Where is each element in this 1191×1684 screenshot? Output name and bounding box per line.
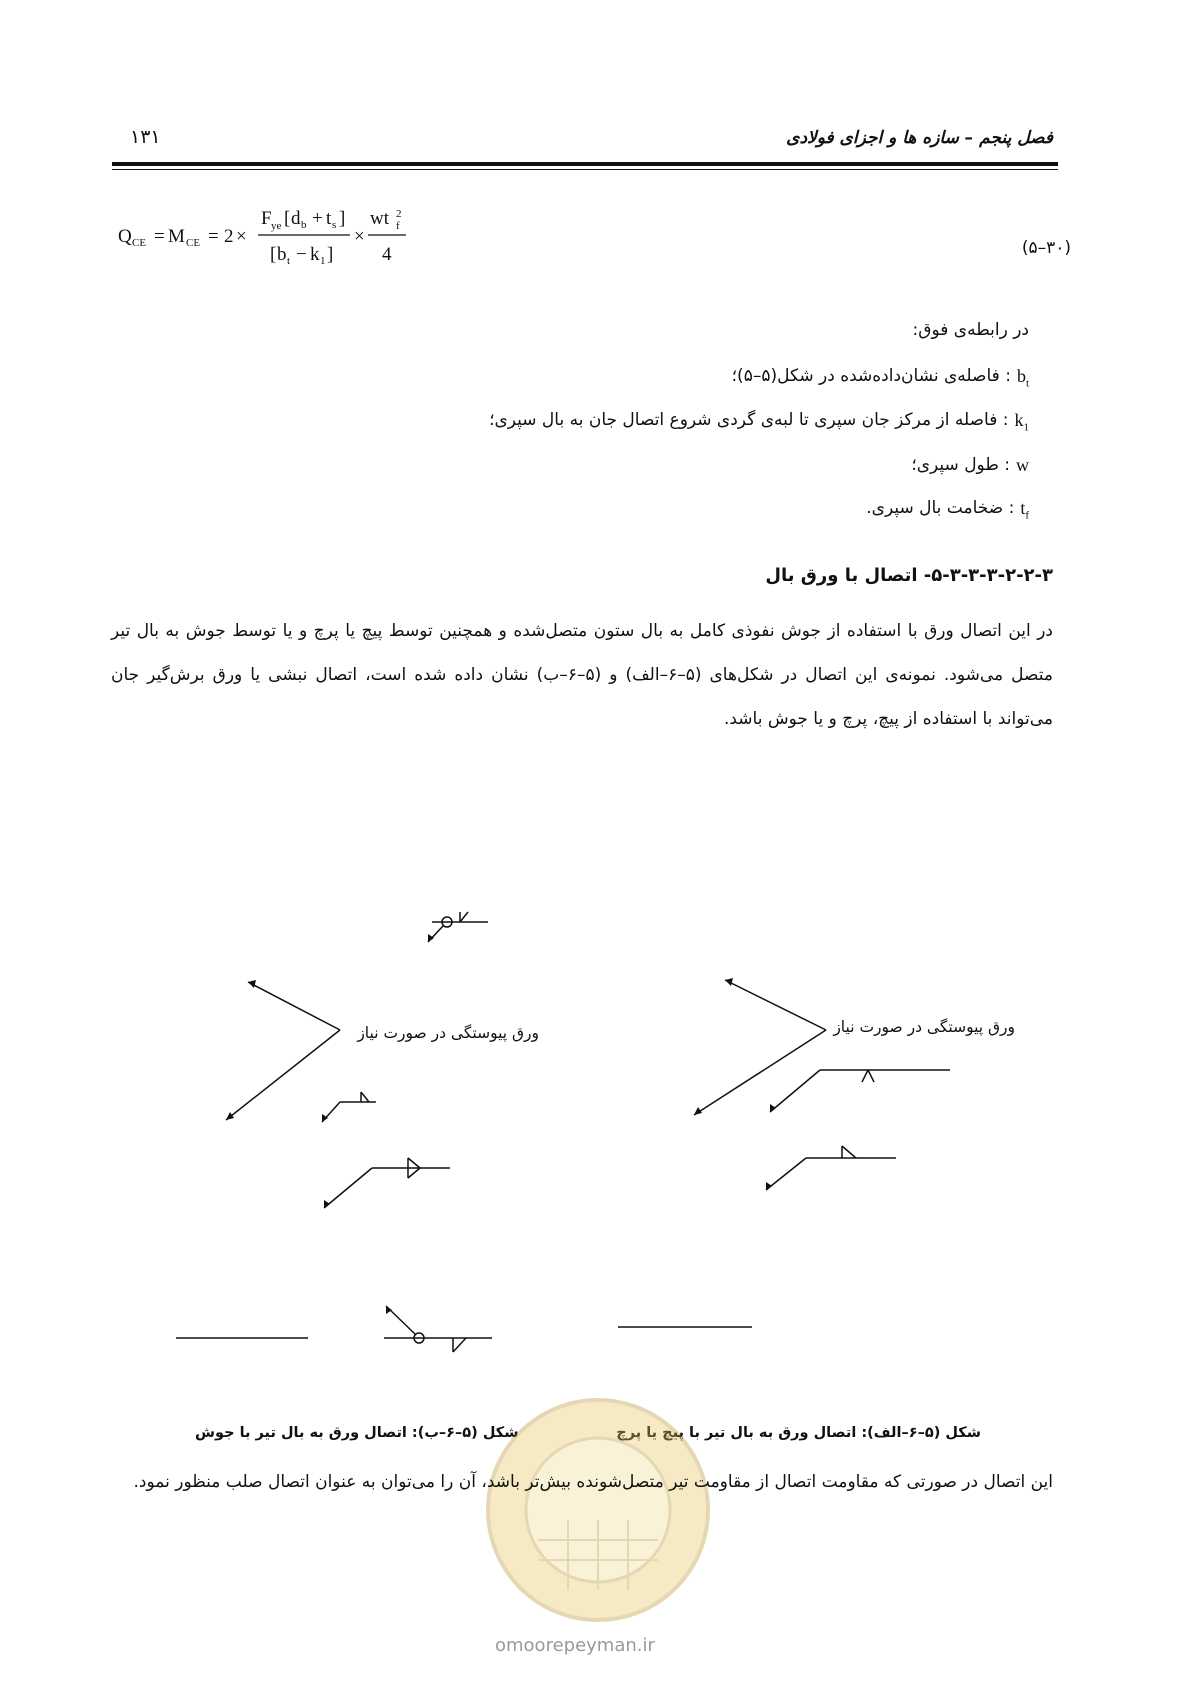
closing-paragraph: این اتصال در صورتی که مقاومت اتصال از مقاومت تیر متصل‌شونده بیش‌تر باشد، آن را می‌توان به عنوان اتصال صلب منظور نمود.: [133, 1472, 1053, 1492]
svg-text:b: b: [301, 219, 307, 231]
svg-text:=: =: [208, 226, 219, 247]
figure-caption-b: شکل (۵–۶–ب): اتصال ورق به بال تیر با جوش: [195, 1425, 519, 1441]
definition-text: : فاصله‌ی نشان‌داده‌شده در شکل(۵–۵)؛: [731, 366, 1011, 386]
svg-text:CE: CE: [132, 237, 147, 249]
continuity-plate-note-right: ورق پیوستگی در صورت نیاز: [833, 1018, 1015, 1036]
svg-text:f: f: [396, 220, 400, 232]
svg-text:CE: CE: [186, 237, 201, 249]
definition-symbol: $t_f$: [1020, 498, 1029, 522]
svg-text:wt: wt: [370, 208, 389, 229]
definition-symbol: w: [1016, 455, 1029, 475]
leader-line: [226, 1030, 340, 1120]
svg-text:d: d: [291, 208, 301, 229]
figure-caption-a: شکل (۵–۶–الف): اتصال ورق به بال تیر با پیچ یا پرچ: [616, 1425, 981, 1441]
watermark-url: omoorepeyman.ir: [495, 1635, 655, 1656]
svg-text:t: t: [326, 208, 332, 229]
watermark-seal: [478, 1390, 718, 1630]
continuity-plate-note-left: ورق پیوستگی در صورت نیاز: [357, 1024, 539, 1042]
section-paragraph: در این اتصال ورق با استفاده از جوش نفوذی کامل به بال ستون متصل‌شده و همچنین توسط پیچ یا پرچ و یا توسط جوش به بال تیر متصل می‌شود. نمونه‌ی این اتصال در شکل‌های (۵–۶–الف) و (۵–۶–ب) نشان داده شده است، اتصال نبشی یا ورق برش‌گیر جان می‌تواند با استفاده از پیچ، پرچ و یا جوش باشد.: [111, 621, 1053, 729]
svg-text:]: ]: [339, 208, 346, 229]
svg-text:[: [: [270, 244, 277, 265]
svg-text:]: ]: [327, 244, 334, 265]
svg-text:t: t: [287, 255, 291, 267]
svg-text:=: =: [154, 226, 165, 247]
leader-line: [694, 1030, 826, 1115]
svg-text:4: 4: [382, 244, 392, 265]
svg-text:−: −: [296, 244, 307, 265]
svg-text:s: s: [332, 219, 337, 231]
svg-text:×: ×: [354, 226, 365, 247]
svg-text:×: ×: [236, 226, 247, 247]
page-number: ۱۳۱: [130, 126, 161, 148]
svg-text:ye: ye: [271, 220, 282, 232]
svg-text:[: [: [284, 208, 291, 229]
leader-line: [725, 980, 826, 1030]
svg-text:1: 1: [320, 255, 326, 267]
svg-text:b: b: [277, 244, 287, 265]
definitions-intro: در رابطه‌ی فوق:: [912, 320, 1029, 340]
definition-text: : فاصله از مرکز جان سپری تا لبه‌ی گردی شروع اتصال جان به بال سپری؛: [489, 410, 1009, 430]
svg-text:M: M: [168, 226, 185, 247]
definition-text: : ضخامت بال سپری.: [866, 498, 1015, 518]
definition-text: : طول سپری؛: [911, 455, 1010, 475]
definition-symbol: $k_1$: [1014, 410, 1029, 434]
svg-text:2: 2: [224, 226, 234, 247]
chapter-title: فصل پنجم – سازه ها و اجزای فولادی: [786, 128, 1053, 148]
svg-text:Q: Q: [118, 226, 132, 247]
section-heading: ۵-۳-۳-۳-۲-۲-۳- اتصال با ورق بال: [765, 565, 1053, 586]
svg-text:2: 2: [396, 208, 402, 220]
leader-line: [248, 982, 340, 1030]
definition-symbol: $b_t$: [1016, 366, 1029, 390]
svg-text:+: +: [312, 208, 323, 229]
svg-text:F: F: [261, 208, 272, 229]
equation-number: (۵–۳۰): [1021, 238, 1071, 258]
svg-text:k: k: [310, 244, 320, 265]
